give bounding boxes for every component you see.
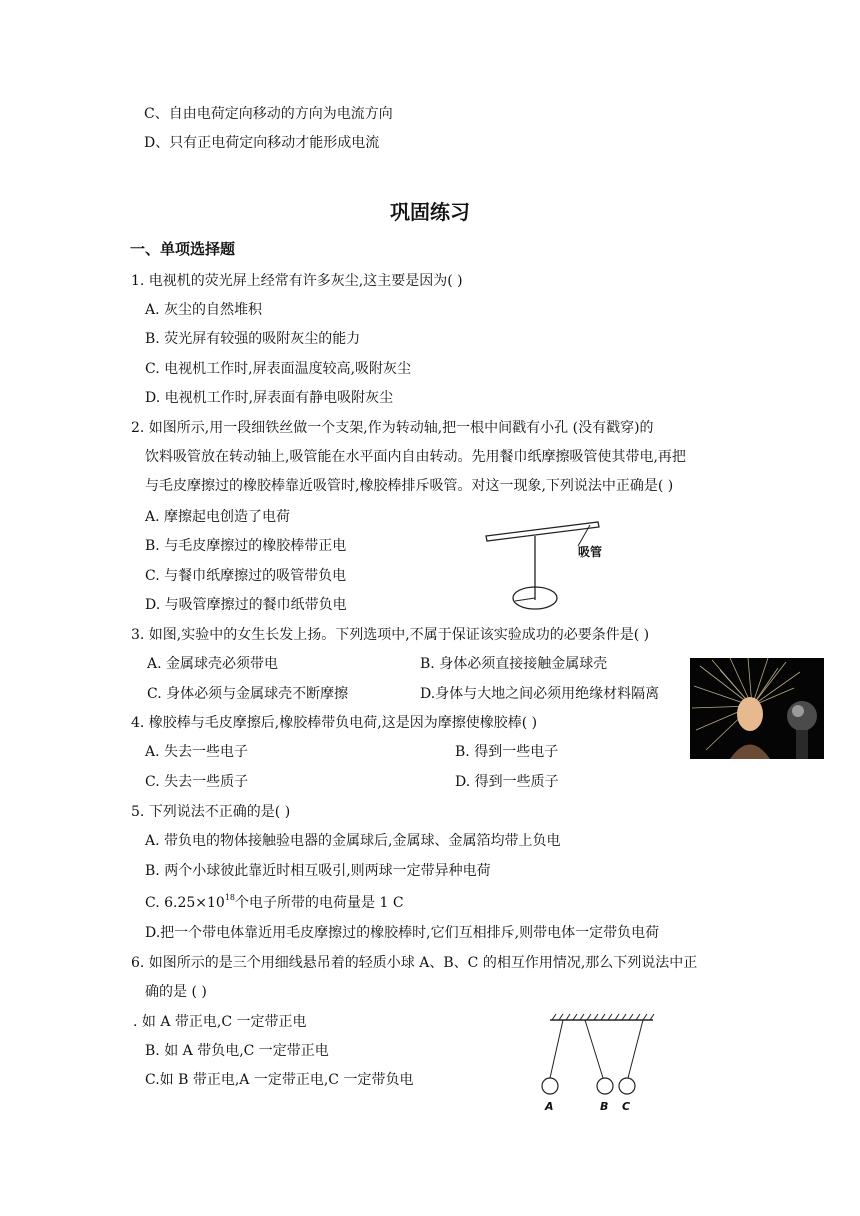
ball-b-label: B [600, 1100, 609, 1113]
q6-stem-line1: 6. 如图所示的是三个用细线悬吊着的轻质小球 A、B、C 的相互作用情况,那么下列说法中正 [131, 955, 698, 971]
q5-stem: 5. 下列说法不正确的是( ) [131, 804, 291, 820]
q3-stem: 3. 如图,实验中的女生长发上扬。下列选项中,不属于保证该实验成功的必要条件是( ) [131, 627, 650, 643]
q5-option-c: C. $6.25\times 10^{18}$个电子所带的电荷量是 1 C [145, 893, 404, 911]
ball-c [619, 1078, 635, 1094]
q1-option-c: C. 电视机工作时,屏表面温度较高,吸附灰尘 [145, 361, 412, 377]
q4-stem: 4. 橡胶棒与毛皮摩擦后,橡胶棒带负电荷,这是因为摩擦使橡胶棒( ) [131, 715, 538, 731]
ball-b [597, 1078, 613, 1094]
q4-option-d: D. 得到一些质子 [455, 774, 559, 790]
three-balls-figure [535, 1010, 665, 1115]
q3-option-a: A. 金属球壳必须带电 [147, 656, 279, 672]
q5-option-b: B. 两个小球彼此靠近时相互吸引,则两球一定带异种电荷 [145, 863, 491, 879]
q2-stem-line3: 与毛皮摩擦过的橡胶棒靠近吸管时,橡胶棒排斥吸管。对这一现象,下列说法中正确是( ) [145, 478, 674, 494]
q3-option-c: C. 身体必须与金属球壳不断摩擦 [147, 686, 349, 702]
q1-option-d: D. 电视机工作时,屏表面有静电吸附灰尘 [145, 390, 394, 406]
q3-option-d: D.身体与大地之间必须用绝缘材料隔离 [420, 686, 660, 702]
q5-option-a: A. 带负电的物体接触验电器的金属球后,金属球、金属箔均带上负电 [145, 833, 561, 849]
q4-option-c: C. 失去一些质子 [145, 774, 249, 790]
q6-option-b: B. 如 A 带负电,C 一定带正电 [145, 1043, 329, 1059]
ball-c-label: C [622, 1100, 631, 1113]
q2-option-b: B. 与毛皮摩擦过的橡胶棒带正电 [145, 538, 347, 554]
q1-option-b: B. 荧光屏有较强的吸附灰尘的能力 [145, 331, 361, 347]
static-hair-photo [690, 658, 824, 759]
prev-option-d: D、只有正电荷定向移动才能形成电流 [144, 135, 380, 151]
ball-a-label: A [545, 1100, 554, 1113]
q6-stem-line2: 确的是 ( ) [145, 984, 207, 1000]
q2-option-a: A. 摩擦起电创造了电荷 [145, 509, 291, 525]
q2-option-d: D. 与吸管摩擦过的餐巾纸带负电 [145, 597, 347, 613]
section-heading: 一、单项选择题 [130, 240, 236, 258]
q2-option-c: C. 与餐巾纸摩擦过的吸管带负电 [145, 568, 347, 584]
q6-option-a: . 如 A 带正电,C 一定带正电 [133, 1014, 307, 1030]
ball-a [542, 1078, 558, 1094]
q5-option-d: D.把一个带电体靠近用毛皮摩擦过的橡胶棒时,它们互相排斥,则带电体一定带负电荷 [145, 925, 660, 941]
prev-option-c: C、自由电荷定向移动的方向为电流方向 [144, 106, 393, 122]
straw-label: 吸管 [578, 545, 603, 559]
q2-stem-line1: 2. 如图所示,用一段细铁丝做一个支架,作为转动轴,把一根中间戳有小孔 (没有戳穿)的 [131, 420, 654, 436]
q4-option-b: B. 得到一些电子 [455, 744, 559, 760]
q3-option-b: B. 身体必须直接接触金属球壳 [420, 656, 608, 672]
page-title: 巩固练习 [390, 200, 470, 224]
q2-stem-line2: 饮料吸管放在转动轴上,吸管能在水平面内自由转动。先用餐巾纸摩擦吸管使其带电,再把 [145, 449, 686, 465]
q6-option-c: C.如 B 带正电,A 一定带正电,C 一定带负电 [145, 1072, 414, 1088]
q1-option-a: A. 灰尘的自然堆积 [145, 302, 263, 318]
q4-option-a: A. 失去一些电子 [145, 744, 249, 760]
exponent: 18 [224, 893, 236, 902]
straw-stand-figure [480, 508, 630, 613]
q1-stem: 1. 电视机的荧光屏上经常有许多灰尘,这主要是因为( ) [131, 273, 463, 289]
